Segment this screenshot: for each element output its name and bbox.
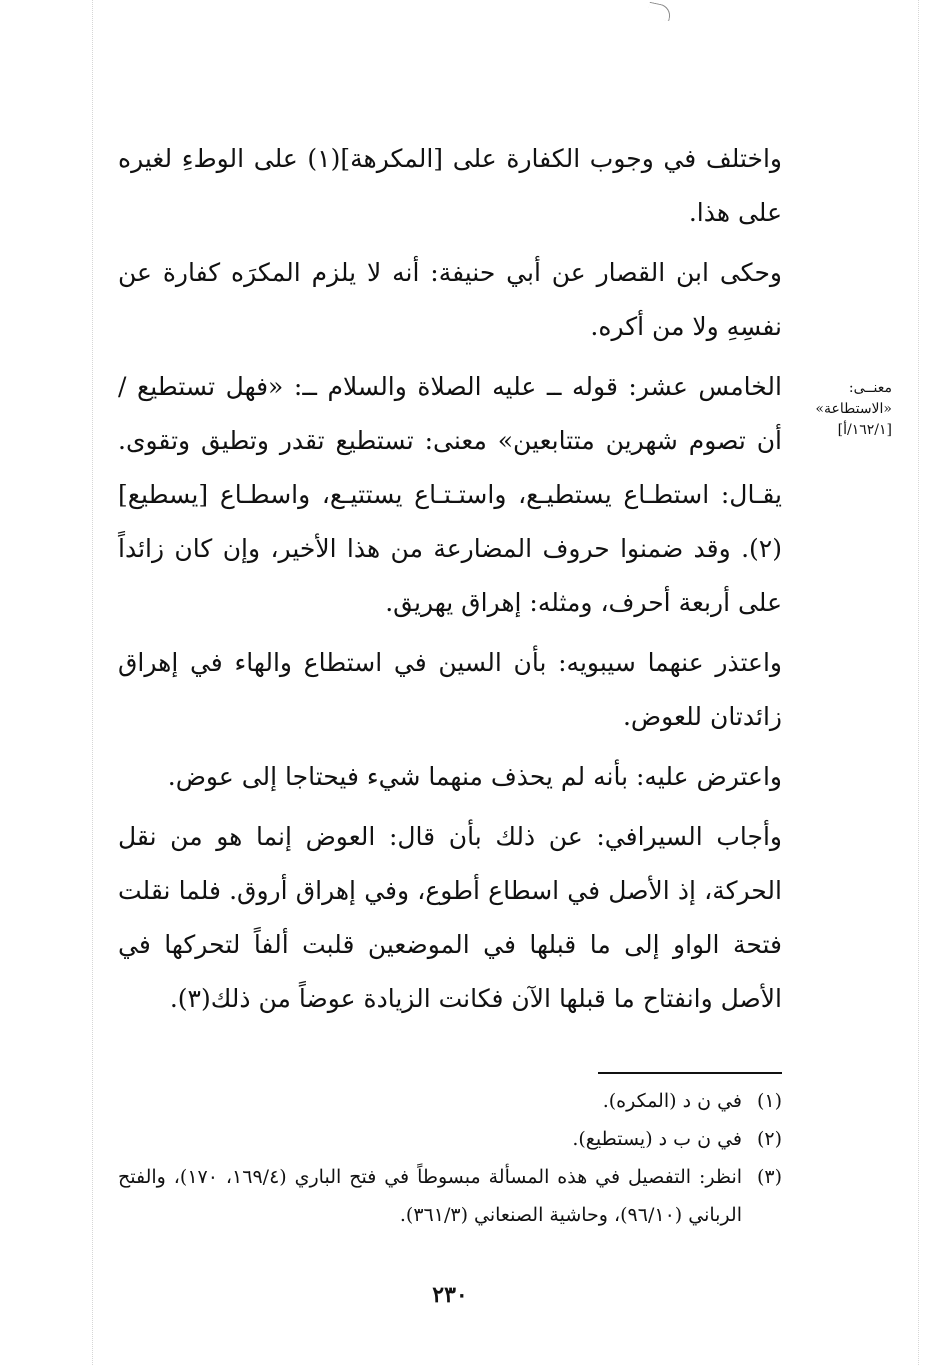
footnote-text: في ن ب د (يستطيع).	[572, 1128, 742, 1150]
paragraph-1: واختلف في وجوب الكفارة على [المكرهة](١) على الوطءِ لغيره على هذا.	[118, 144, 782, 227]
footnotes	[118, 1082, 782, 1234]
paragraph-3: الخامس عشر: قوله ــ عليه الصلاة والسلام ــ: «فهل تستطيع / أن تصوم شهرين متتابعين» معنى: تستطيع تقدر وتطيق وتقوى. يقـال: استطـاع يستطيـع، واستـتـاع يستتيـع، واسطـاع [يسطيع](٢). وقد ضمنوا حروف المضارعة من هذا الأخير، وإن كان زائداً على أربعة أحرف، ومثله: إهراق يهريق.	[118, 372, 782, 617]
main-text	[118, 132, 782, 1026]
margin-note-heading: معنــى:	[848, 380, 892, 396]
footnote-number: (١)	[756, 1090, 782, 1112]
footnote-2	[118, 1120, 782, 1158]
page-number: ٢٣٠	[432, 1282, 468, 1308]
footnote-3	[118, 1158, 782, 1234]
scan-fold-line	[918, 0, 919, 1365]
margin-note-term: «الاستطاعة»	[815, 401, 892, 417]
scan-fold-line	[92, 0, 93, 1365]
footnote-text: في ن د (المكره).	[602, 1090, 742, 1112]
paragraph-2: وحكى ابن القصار عن أبي حنيفة: أنه لا يلزم المكرَه كفارة عن نفسِهِ ولا من أكره.	[118, 258, 782, 341]
footnote-separator	[598, 1072, 782, 1074]
footnote-1	[118, 1082, 782, 1120]
margin-note	[800, 378, 892, 441]
paragraph-5: واعترض عليه: بأنه لم يحذف منهما شيء فيحتاجا إلى عوض.	[167, 762, 782, 791]
footnote-number: (٢)	[756, 1128, 782, 1150]
scan-edge-mark	[647, 2, 673, 21]
footnote-number: (٣)	[756, 1166, 782, 1188]
footnote-text: انظر: التفصيل في هذه المسألة مبسوطاً في فتح الباري (١٦٩/٤، ١٧٠)، والفتح الرباني (٩٦/١٠)، وحاشية الصنعاني (٣٦١/٣).	[118, 1166, 743, 1226]
paragraph-4: واعتذر عنهما سيبويه: بأن السين في استطاع والهاء في إهراق زائدتان للعوض.	[118, 648, 782, 731]
paragraph-6: وأجاب السيرافي: عن ذلك بأن قال: العوض إنما هو من نقل الحركة، إذ الأصل في اسطاع أطوع، وفي إهراق أروق. فلما نقلت فتحة الواو إلى ما قبلها في الموضعين قلبت ألفاً لتحركها في الأصل وانفتاح ما قبلها الآن فكانت الزيادة عوضاً من ذلك(٣).	[118, 822, 782, 1013]
margin-note-reference: [١٦٢/١/أ]	[837, 422, 892, 438]
